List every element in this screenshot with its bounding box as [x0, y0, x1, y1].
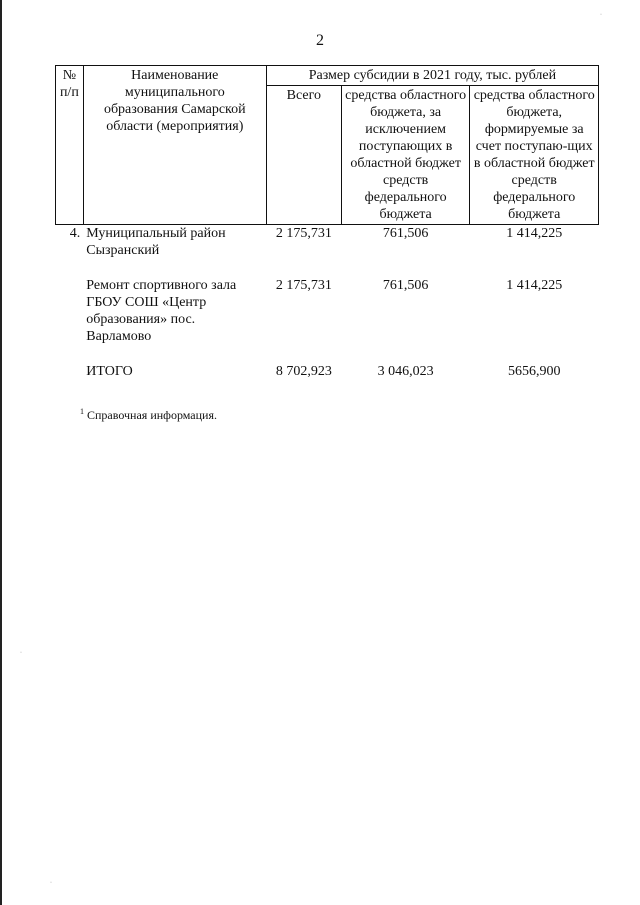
cell-name: Ремонт спортивного зала ГБОУ СОШ «Центр образования» пос. Варламово [86, 278, 237, 344]
header-name: Наименование муниципального образования Самарской области (мероприятия) [83, 66, 266, 225]
table-row [56, 225, 599, 260]
cell-federal: 1 414,225 [506, 226, 563, 241]
subsidy-table [55, 65, 599, 380]
table-row-total [56, 363, 599, 380]
footnote [80, 408, 217, 423]
cell-regional: 3 046,023 [377, 364, 434, 379]
page-number: 2 [316, 32, 324, 49]
cell-num: 4. [69, 226, 81, 241]
header-total: Всего [266, 86, 341, 225]
cell-name: ИТОГО [86, 364, 133, 379]
row-spacer [56, 345, 599, 363]
cell-num [56, 277, 84, 345]
header-subsidy-group: Размер субсидии в 2021 году, тыс. рублей [266, 66, 598, 86]
cell-total: 2 175,731 [275, 226, 332, 241]
header-federal: средства областного бюджета, формируемые за счет поступаю-щих в областной бюджет средств федерального бюджета [470, 86, 599, 225]
cell-regional: 761,506 [382, 278, 429, 293]
header-regional: средства областного бюджета, за исключением поступающих в областной бюджет средств федерального бюджета [341, 86, 470, 225]
page-edge-shadow [0, 0, 2, 905]
scan-speck: · [50, 880, 52, 886]
scan-speck: · [600, 12, 602, 18]
table-header [56, 66, 599, 225]
footnote-text: Справочная информация. [87, 408, 217, 422]
cell-regional: 761,506 [382, 226, 429, 241]
cell-total: 8 702,923 [275, 364, 332, 379]
cell-num [56, 363, 84, 380]
header-num: № п/п [56, 66, 84, 225]
cell-federal: 5656,900 [507, 364, 561, 379]
scan-speck: · [20, 650, 22, 656]
cell-name: Муниципальный район Сызранский [86, 226, 226, 258]
cell-federal: 1 414,225 [506, 278, 563, 293]
table-body [56, 225, 599, 381]
row-spacer [56, 259, 599, 277]
table-row [56, 277, 599, 345]
footnote-marker: 1 [80, 407, 84, 416]
cell-total: 2 175,731 [275, 278, 332, 293]
